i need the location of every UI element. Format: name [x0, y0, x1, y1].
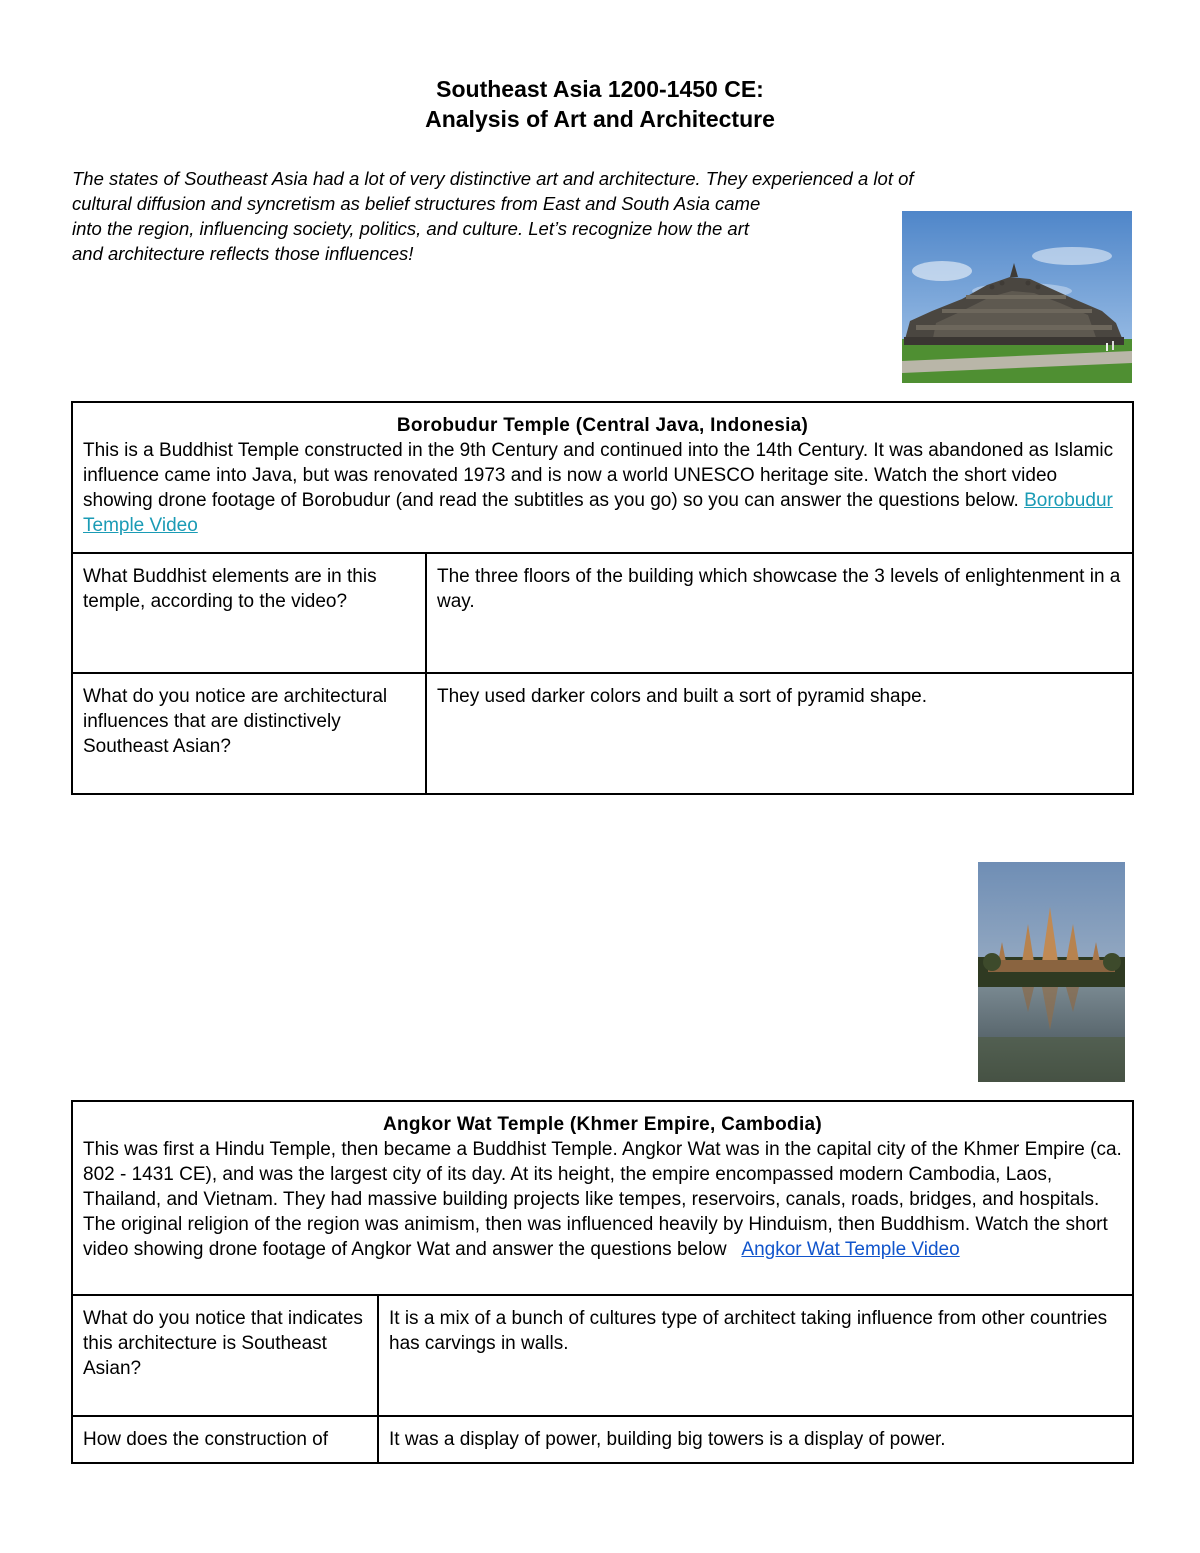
angkor-question-2: How does the construction of	[72, 1416, 378, 1463]
angkor-heading: Angkor Wat Temple (Khmer Empire, Cambodia)	[382, 1114, 823, 1135]
angkor-video-link[interactable]: Angkor Wat Temple Video	[741, 1239, 960, 1260]
borobudur-answer-1: The three floors of the building which showcase the 3 levels of enlightenment in a way.	[426, 553, 1133, 673]
table-row	[72, 1295, 1133, 1416]
angkor-description: This was first a Hindu Temple, then became a Buddhist Temple. Angkor Wat was in the capital city of the Khmer Empire (ca. 802 - 1431 CE), and was the largest city of its day. At its height, the empire encompassed modern Cambodia, Laos, Thailand, and Vietnam. They had massive building projects like tempes, reservoirs, canals, roads, bridges, and hospitals. The original religion of the region was animism, then was influenced heavily by Hinduism, then Buddhism. Watch the short video showing drone footage of Angkor Wat and answer the questions below	[83, 1139, 1122, 1260]
borobudur-description: This is a Buddhist Temple constructed in the 9th Century and continued into the 14th Century. It was abandoned as Islamic influence came into Java, but was renovated 1973 and is now a world UNESCO heritage site. Watch the short video showing drone footage of Borobudur (and read the subtitles as you go) so you can answer the questions below.	[83, 440, 1114, 511]
table-row	[72, 673, 1133, 794]
angkor-intro-cell	[72, 1101, 1133, 1295]
borobudur-intro-cell	[72, 402, 1133, 553]
borobudur-temple-photo	[902, 211, 1132, 383]
intro-line-1: The states of Southeast Asia had a lot of very distinctive art and architecture. They experienced a lot of	[72, 168, 914, 189]
angkor-wat-photo	[978, 862, 1125, 1082]
borobudur-question-2: What do you notice are architectural influences that are distinctively Southeast Asian?	[72, 673, 426, 794]
angkor-wat-table	[71, 1100, 1134, 1464]
borobudur-question-1: What Buddhist elements are in this temple, according to the video?	[72, 553, 426, 673]
angkor-question-1: What do you notice that indicates this architecture is Southeast Asian?	[72, 1295, 378, 1416]
intro-line-2: cultural diffusion and syncretism as belief structures from East and South Asia came	[72, 193, 761, 214]
borobudur-table	[71, 401, 1134, 795]
table-row	[72, 553, 1133, 673]
page-title-line-1: Southeast Asia 1200-1450 CE:	[436, 76, 764, 102]
intro-line-4: and architecture reflects those influences!	[72, 243, 414, 264]
table-row	[72, 1416, 1133, 1463]
intro-line-3: into the region, influencing society, politics, and culture. Let’s recognize how the art	[72, 218, 750, 239]
page-title-line-2: Analysis of Art and Architecture	[425, 106, 775, 132]
borobudur-answer-2: They used darker colors and built a sort of pyramid shape.	[426, 673, 1133, 794]
borobudur-heading: Borobudur Temple (Central Java, Indonesia)	[396, 415, 809, 436]
borobudur-video-link[interactable]: Borobudur Temple Video	[83, 490, 1113, 536]
angkor-answer-2: It was a display of power, building big towers is a display of power.	[378, 1416, 1133, 1463]
angkor-answer-1: It is a mix of a bunch of cultures type of architect taking influence from other countries has carvings in walls.	[378, 1295, 1133, 1416]
